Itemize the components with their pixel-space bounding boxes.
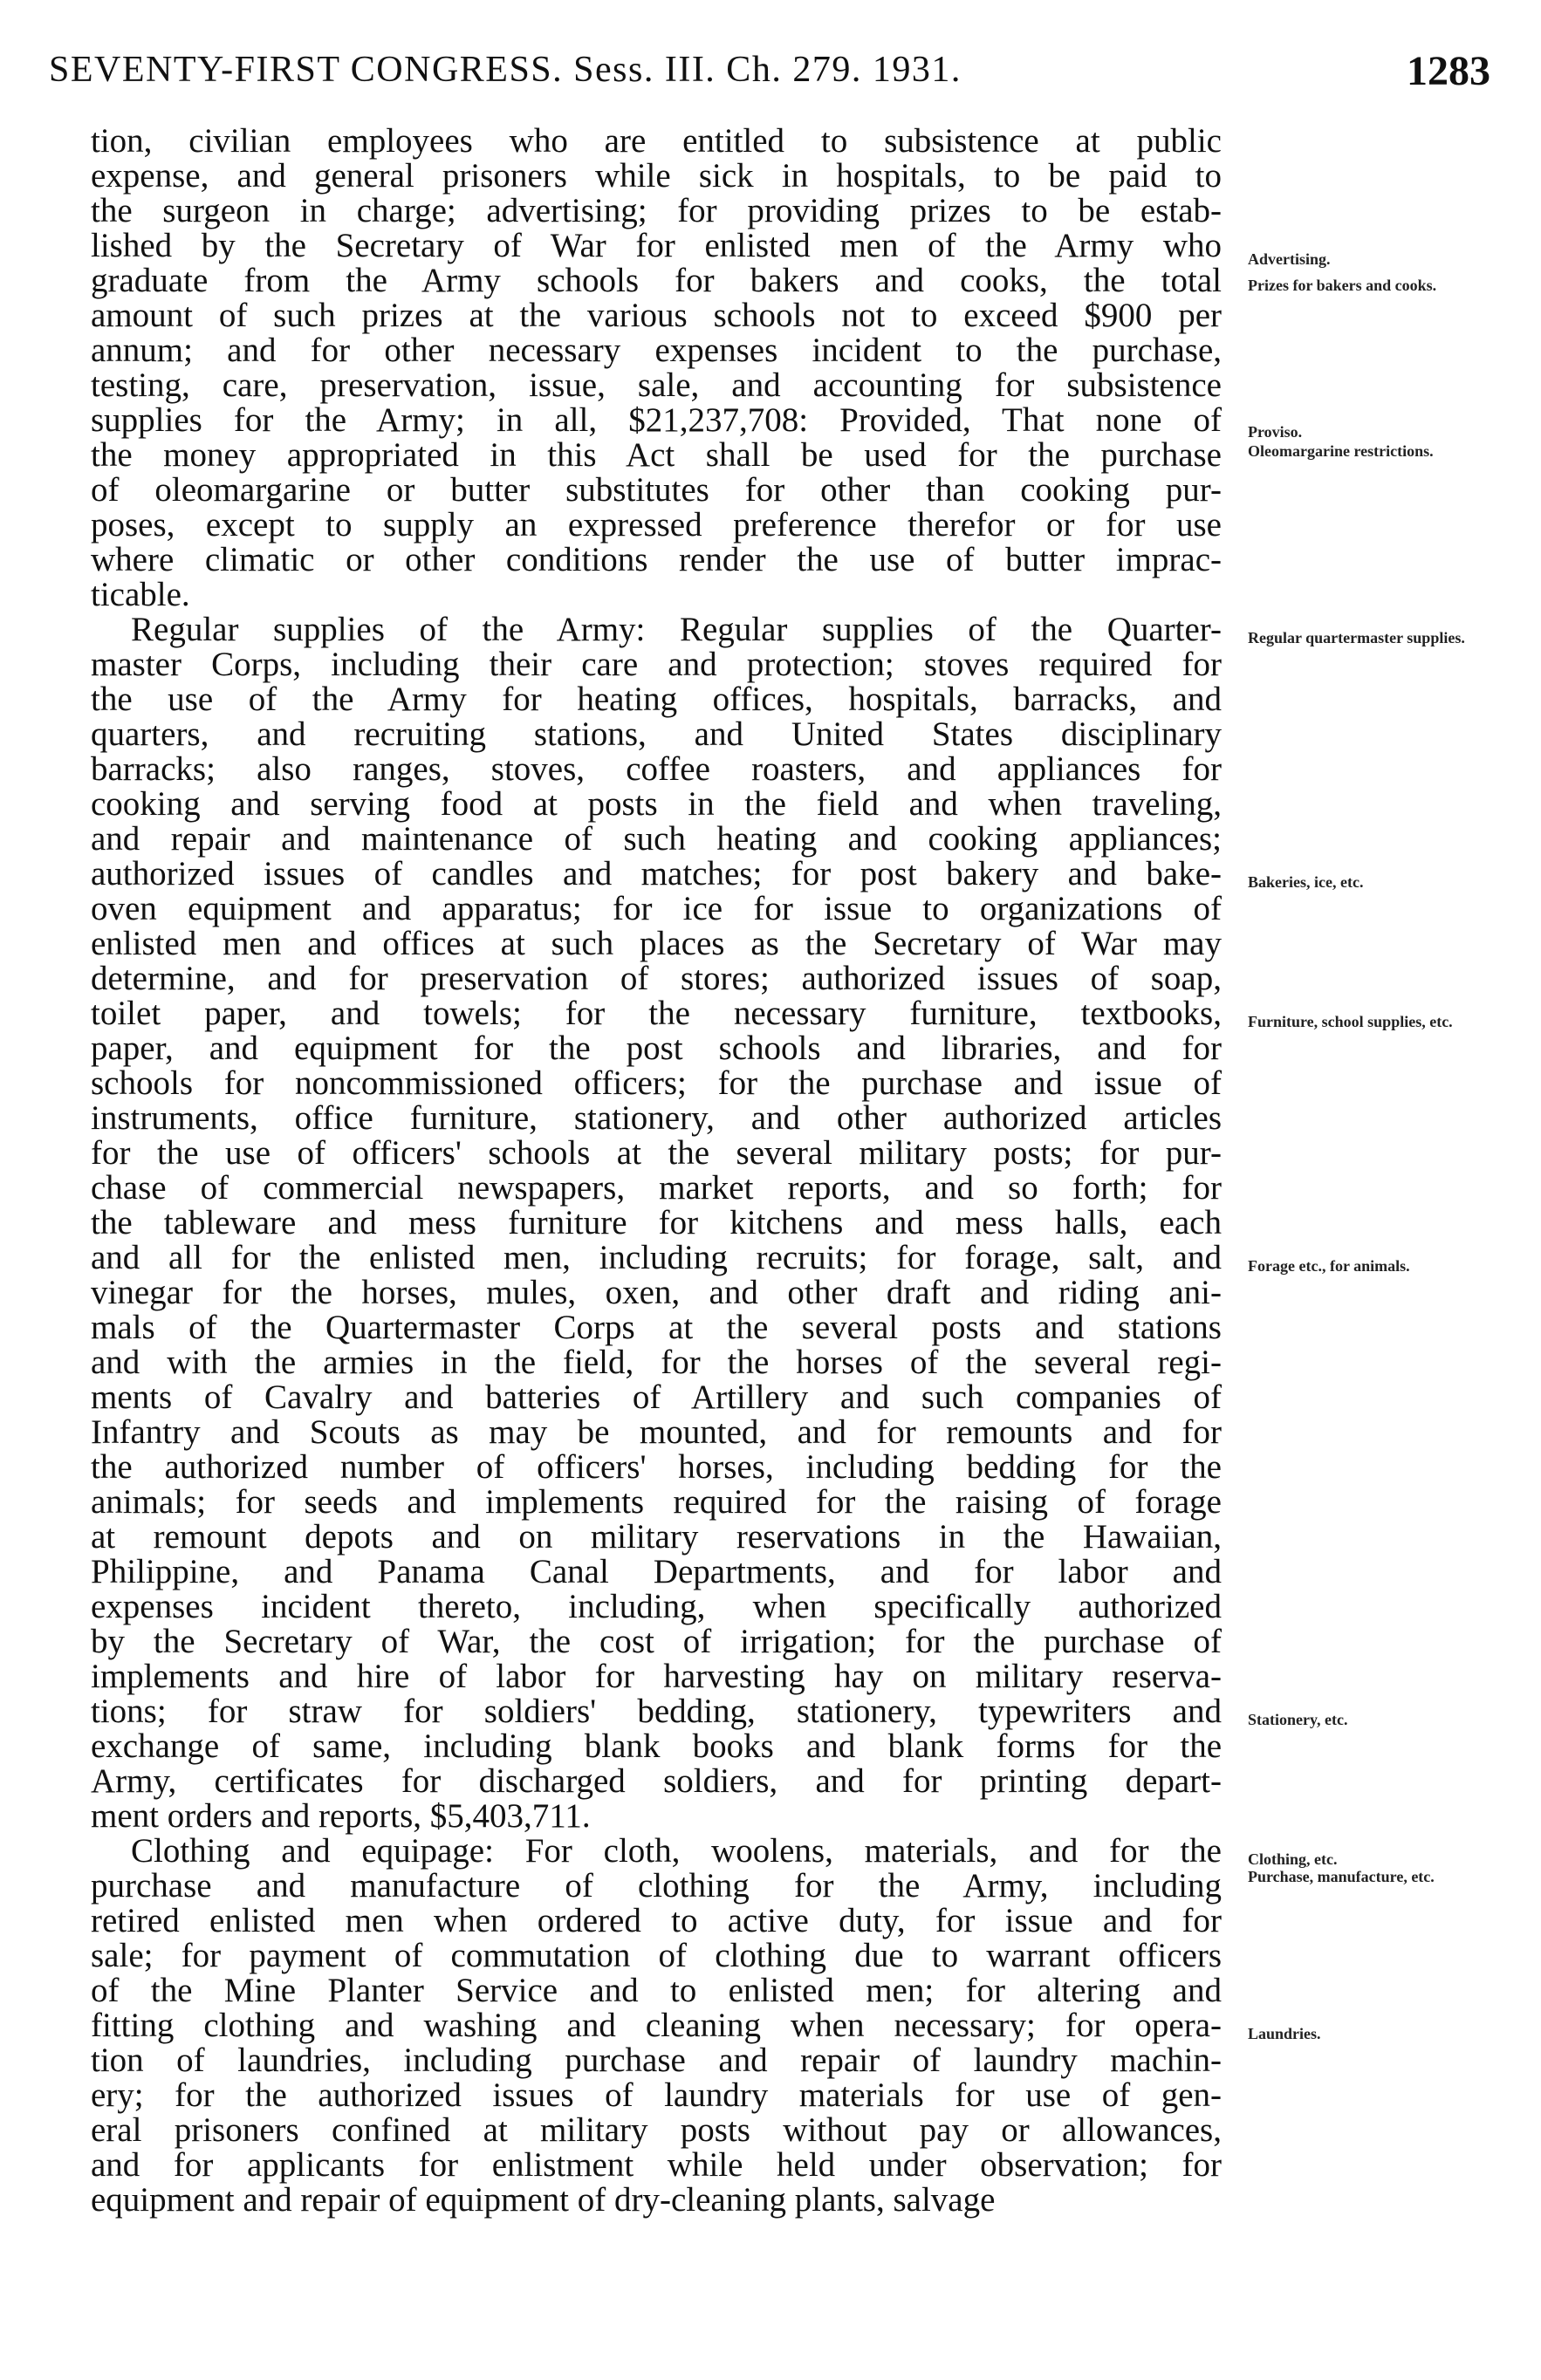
text-line: Army, certificates for discharged soldiers, and for printing depart-: [91, 1762, 1222, 1800]
text-line: Philippine, and Panama Canal Departments, and for labor and: [91, 1553, 1222, 1590]
text-line: tion, civilian employees who are entitled to subsistence at public: [91, 122, 1222, 160]
text-line: barracks; also ranges, stoves, coffee roasters, and appliances for: [91, 750, 1222, 788]
paragraph-start: Regular supplies of the Army: Regular supplies of the Quarter-: [131, 611, 1222, 648]
text-line: ment orders and reports, $5,403,711.: [91, 1797, 591, 1835]
text-line: the tableware and mess furniture for kitchens and mess halls, each: [91, 1204, 1222, 1241]
text-line: graduate from the Army schools for bakers and cooks, the total: [91, 262, 1222, 299]
text-line: ments of Cavalry and batteries of Artillery and such companies of: [91, 1378, 1222, 1416]
text-line: for the use of officers' schools at the several military posts; for pur-: [91, 1134, 1222, 1172]
running-head: SEVENTY-FIRST CONGRESS. Sess. III. Ch. 279. 1931.: [49, 50, 962, 90]
page-number: 1283: [1407, 48, 1490, 94]
margin-note-bakeries: Bakeries, ice, etc.: [1248, 873, 1364, 891]
text-line: and all for the enlisted men, including recruits; for forage, salt, and: [91, 1239, 1222, 1276]
text-line: lished by the Secretary of War for enlisted men of the Army who: [91, 227, 1222, 264]
text-line: expenses incident thereto, including, when specifically authorized: [91, 1588, 1222, 1625]
text-line: the authorized number of officers' horses, including bedding for the: [91, 1448, 1222, 1486]
text-line: sale; for payment of commutation of clothing due to warrant officers: [91, 1937, 1222, 1974]
text-line: fitting clothing and washing and cleaning when necessary; for opera-: [91, 2007, 1222, 2044]
text-line: supplies for the Army; in all, $21,237,708: Provided, That none of: [91, 401, 1222, 439]
text-line: testing, care, preservation, issue, sale, and accounting for subsistence: [91, 366, 1222, 404]
page-header: [49, 49, 1490, 101]
text-line: the surgeon in charge; advertising; for providing prizes to be estab-: [91, 192, 1222, 229]
text-line: ticable.: [91, 576, 190, 613]
text-line: equipment and repair of equipment of dry-cleaning plants, salvage: [91, 2181, 996, 2219]
margin-note-prizes: Prizes for bakers and cooks.: [1248, 277, 1437, 294]
text-line: and repair and maintenance of such heating and cooking appliances;: [91, 820, 1222, 858]
margin-note-regular-supplies: Regular quartermaster supplies.: [1248, 629, 1465, 646]
text-line: schools for noncommissioned officers; for the purchase and issue of: [91, 1064, 1222, 1102]
text-line: the money appropriated in this Act shall be used for the purchase: [91, 436, 1222, 474]
text-line: cooking and serving food at posts in the field and when traveling,: [91, 785, 1222, 823]
text-line: purchase and manufacture of clothing for the Army, including: [91, 1867, 1222, 1905]
text-line: toilet paper, and towels; for the necessary furniture, textbooks,: [91, 995, 1222, 1032]
text-line: chase of commercial newspapers, market reports, and so forth; for: [91, 1169, 1222, 1207]
text-line: where climatic or other conditions render the use of butter imprac-: [91, 541, 1222, 578]
paragraph-start: Clothing and equipage: For cloth, woolens, materials, and for the: [131, 1832, 1222, 1870]
margin-note-forage: Forage etc., for animals.: [1248, 1257, 1410, 1275]
text-line: of oleomargarine or butter substitutes for other than cooking pur-: [91, 471, 1222, 509]
margin-note-stationery: Stationery, etc.: [1248, 1711, 1348, 1728]
margin-note-furniture: Furniture, school supplies, etc.: [1248, 1013, 1453, 1030]
text-line: oven equipment and apparatus; for ice for issue to organizations of: [91, 890, 1222, 927]
text-line: vinegar for the horses, mules, oxen, and other draft and riding ani-: [91, 1274, 1222, 1311]
margin-note-laundries: Laundries.: [1248, 2025, 1321, 2042]
text-line: determine, and for preservation of stores; authorized issues of soap,: [91, 960, 1222, 997]
text-line: master Corps, including their care and protection; stoves required for: [91, 646, 1222, 683]
text-line: animals; for seeds and implements required for the raising of forage: [91, 1483, 1222, 1521]
text-line: retired enlisted men when ordered to active duty, for issue and for: [91, 1902, 1222, 1939]
text-line: paper, and equipment for the post schools and libraries, and for: [91, 1029, 1222, 1067]
text-line: poses, except to supply an expressed preference therefor or for use: [91, 506, 1222, 544]
margin-note-proviso: Proviso.: [1248, 423, 1303, 441]
text-line: at remount depots and on military reservations in the Hawaiian,: [91, 1518, 1222, 1556]
text-line: tion of laundries, including purchase and repair of laundry machin-: [91, 2041, 1222, 2079]
text-line: the use of the Army for heating offices, hospitals, barracks, and: [91, 680, 1222, 718]
text-line: exchange of same, including blank books and blank forms for the: [91, 1727, 1222, 1765]
text-line: authorized issues of candles and matches; for post bakery and bake-: [91, 855, 1222, 892]
text-line: ery; for the authorized issues of laundry materials for use of gen-: [91, 2076, 1222, 2114]
text-line: quarters, and recruiting stations, and United States disciplinary: [91, 715, 1222, 753]
margin-note-oleomargarine: Oleomargarine restrictions.: [1248, 442, 1434, 460]
text-line: by the Secretary of War, the cost of irrigation; for the purchase of: [91, 1623, 1222, 1660]
text-line: enlisted men and offices at such places as the Secretary of War may: [91, 925, 1222, 962]
text-line: tions; for straw for soldiers' bedding, stationery, typewriters and: [91, 1693, 1222, 1730]
text-line: annum; and for other necessary expenses incident to the purchase,: [91, 332, 1222, 369]
text-line: and for applicants for enlistment while held under observation; for: [91, 2146, 1222, 2184]
text-line: implements and hire of labor for harvesting hay on military reserva-: [91, 1658, 1222, 1695]
text-line: instruments, office furniture, stationery, and other authorized articles: [91, 1099, 1222, 1137]
text-line: of the Mine Planter Service and to enlisted men; for altering and: [91, 1972, 1222, 2009]
text-line: amount of such prizes at the various schools not to exceed $900 per: [91, 297, 1222, 334]
margin-note-purchase: Purchase, manufacture, etc.: [1248, 1868, 1435, 1885]
text-line: expense, and general prisoners while sick in hospitals, to be paid to: [91, 157, 1222, 195]
text-line: and with the armies in the field, for the horses of the several regi-: [91, 1344, 1222, 1381]
text-line: eral prisoners confined at military posts without pay or allowances,: [91, 2111, 1222, 2149]
text-line: Infantry and Scouts as may be mounted, and for remounts and for: [91, 1413, 1222, 1451]
margin-note-advertising: Advertising.: [1248, 250, 1331, 268]
statute-text: [91, 124, 1222, 2218]
margin-note-clothing: Clothing, etc.: [1248, 1850, 1338, 1868]
text-line: mals of the Quartermaster Corps at the several posts and stations: [91, 1309, 1222, 1346]
